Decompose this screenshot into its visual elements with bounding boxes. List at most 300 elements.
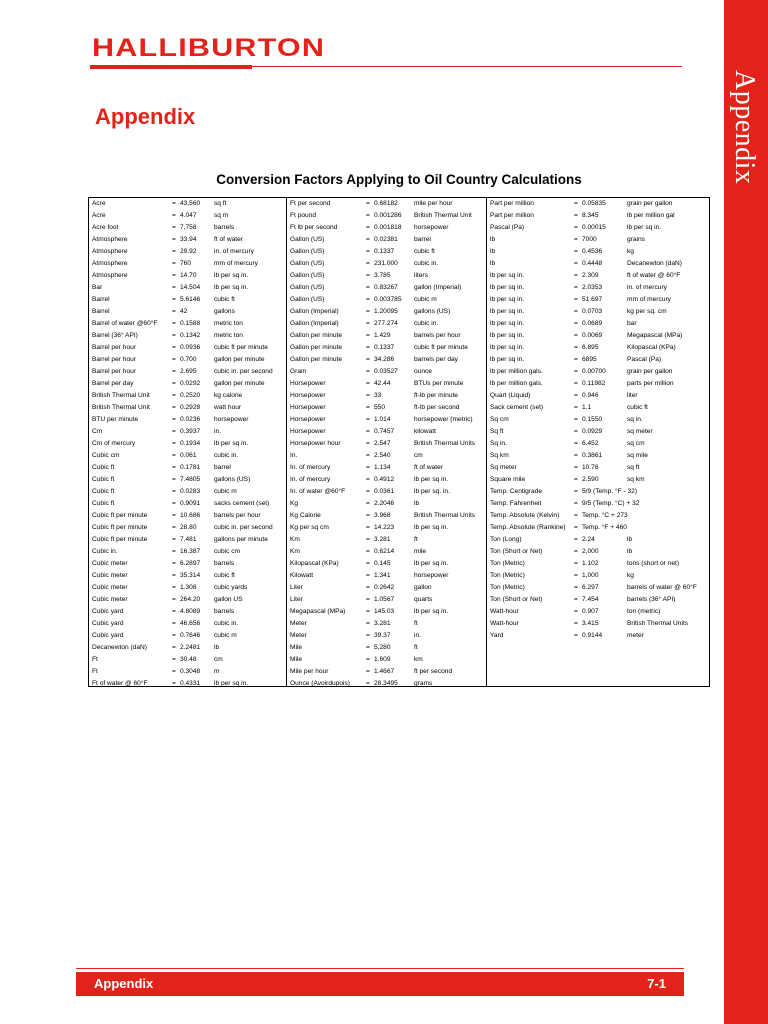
target-unit: sq in.: [627, 416, 643, 423]
table-row: [287, 282, 486, 294]
unit-name: Gallon (US): [290, 260, 325, 267]
equals-sign: =: [172, 320, 176, 327]
equals-sign: =: [366, 212, 370, 219]
unit-name: lb per sq in.: [490, 320, 525, 327]
target-unit: barrels (36° API): [627, 596, 676, 603]
equals-sign: =: [574, 620, 578, 627]
target-unit: barrels per hour: [414, 332, 461, 339]
target-unit: BTUs per minute: [414, 380, 464, 387]
factor-value: 4.8089: [180, 608, 201, 615]
table-row: [487, 234, 709, 246]
unit-name: In. of water @60°F: [290, 488, 346, 495]
factor-value: 0.0292: [180, 380, 201, 387]
factor-value: 3.415: [582, 620, 599, 627]
target-unit: lb per sq. in.: [414, 488, 450, 495]
target-unit: mile per hour: [414, 200, 453, 207]
equals-sign: =: [366, 632, 370, 639]
equals-sign: =: [574, 416, 578, 423]
factor-value: 0.907: [582, 608, 599, 615]
table-title: Conversion Factors Applying to Oil Country Calculations: [216, 172, 582, 187]
unit-name: lb per sq in.: [490, 284, 525, 291]
target-unit: cubic ft per minute: [414, 344, 468, 351]
equals-sign: =: [366, 644, 370, 651]
equals-sign: =: [172, 380, 176, 387]
target-unit: ft: [414, 620, 418, 627]
target-unit: sq km: [627, 476, 645, 483]
equals-sign: =: [172, 560, 176, 567]
equals-sign: =: [574, 596, 578, 603]
unit-name: Quart (Liquid): [490, 392, 531, 399]
factor-value: 28.80: [180, 524, 197, 531]
table-row: [287, 594, 486, 606]
table-row: [287, 318, 486, 330]
equals-sign: =: [574, 404, 578, 411]
factor-value: 277.274: [374, 320, 398, 327]
table-row: [287, 450, 486, 462]
equals-sign: =: [574, 224, 578, 231]
table-row: [287, 546, 486, 558]
halliburton-logo: HALLIBURTON: [92, 34, 326, 62]
equals-sign: =: [366, 488, 370, 495]
equals-sign: =: [172, 416, 176, 423]
target-unit: cm: [214, 656, 223, 663]
equals-sign: =: [366, 284, 370, 291]
table-row: [287, 426, 486, 438]
target-unit: barrels: [214, 560, 235, 567]
target-unit: ounce: [414, 368, 432, 375]
target-unit: horsepower: [414, 572, 449, 579]
factor-value: 3.968: [374, 512, 391, 519]
factor-value: 6.895: [582, 344, 599, 351]
target-unit: m: [214, 668, 220, 675]
equals-sign: =: [366, 248, 370, 255]
unit-name: Mile: [290, 656, 303, 663]
unit-name: Ton (Short or Net): [490, 596, 543, 603]
unit-name: Ft per second: [290, 200, 331, 207]
equals-sign: =: [366, 608, 370, 615]
unit-name: Horsepower: [290, 416, 326, 423]
table-row: [89, 546, 286, 558]
table-row: [287, 558, 486, 570]
unit-name: In. of mercury: [290, 476, 331, 483]
table-row: [89, 270, 286, 282]
table-row: [89, 510, 286, 522]
factor-value: 46,656: [180, 620, 201, 627]
equals-sign: =: [366, 296, 370, 303]
table-row: [89, 414, 286, 426]
unit-name: Kg: [290, 500, 299, 507]
target-unit: British Thermal Unit: [414, 212, 472, 219]
unit-name: Ton (Metric): [490, 572, 525, 579]
target-unit: cm: [414, 452, 423, 459]
table-row: [287, 642, 486, 654]
target-unit: cubic yards: [214, 584, 248, 591]
table-row: [89, 426, 286, 438]
unit-name: British Thermal Unit: [92, 404, 150, 411]
table-row: [487, 222, 709, 234]
unit-name: Square mile: [490, 476, 526, 483]
unit-name: Gallon (Imperial): [290, 320, 339, 327]
unit-name: Cubic cm: [92, 452, 120, 459]
factor-value: 0.3048: [180, 668, 201, 675]
equals-sign: =: [172, 596, 176, 603]
target-unit: in. of mercury: [214, 248, 254, 255]
equals-sign: =: [172, 428, 176, 435]
target-unit: lb per sq in.: [214, 680, 249, 687]
factor-value: 35.314: [180, 572, 201, 579]
equals-sign: =: [172, 524, 176, 531]
factor-value: 0.0069: [582, 332, 603, 339]
equals-sign: =: [574, 500, 578, 507]
table-row: [287, 510, 486, 522]
table-row: [89, 306, 286, 318]
factor-value: 0.6214: [374, 548, 395, 555]
factor-value: 28.3495: [374, 680, 398, 687]
equals-sign: =: [172, 440, 176, 447]
factor-value: 0.1550: [582, 416, 603, 423]
equals-sign: =: [366, 344, 370, 351]
factor-value: 0.145: [374, 560, 391, 567]
target-unit: bar: [627, 320, 637, 327]
equals-sign: =: [366, 536, 370, 543]
target-unit: liters: [414, 272, 428, 279]
unit-name: lb: [490, 236, 496, 243]
target-unit: ft of water @ 60°F: [627, 272, 681, 279]
equals-sign: =: [366, 404, 370, 411]
target-unit: cubic in.: [214, 620, 239, 627]
unit-name: lb per sq in.: [490, 296, 525, 303]
factor-value: 2.590: [582, 476, 599, 483]
factor-value: 1.4667: [374, 668, 395, 675]
target-unit: tons (short or net): [627, 560, 680, 567]
equals-sign: =: [366, 656, 370, 663]
equals-sign: =: [366, 620, 370, 627]
factor-value: 1.341: [374, 572, 391, 579]
factor-value: 0.003785: [374, 296, 402, 303]
target-unit: ft per second: [414, 668, 453, 675]
unit-name: Cubic meter: [92, 572, 128, 579]
table-row: [287, 330, 486, 342]
target-unit: ft of water: [414, 464, 443, 471]
equals-sign: =: [574, 212, 578, 219]
target-unit: barrel: [214, 464, 231, 471]
table-row: [487, 630, 709, 642]
unit-name: Barrel per hour: [92, 356, 136, 363]
unit-name: Horsepower: [290, 392, 326, 399]
factor-value: 0.2642: [374, 584, 395, 591]
unit-name: lb: [490, 248, 496, 255]
table-row: [487, 606, 709, 618]
unit-name: Bar: [92, 284, 103, 291]
unit-name: Meter: [290, 620, 307, 627]
table-row: [89, 198, 286, 210]
factor-value: 0.02381: [374, 236, 398, 243]
target-unit: lb per sq in.: [627, 224, 662, 231]
table-row: [487, 522, 709, 534]
unit-name: Cubic ft: [92, 500, 115, 507]
target-unit: lb per million gal: [627, 212, 675, 219]
table-row: [89, 330, 286, 342]
factor-value: 145.03: [374, 608, 395, 615]
factor-value: 1.20095: [374, 308, 398, 315]
target-unit: lb per sq in.: [214, 440, 249, 447]
factor-value: 43,560: [180, 200, 201, 207]
unit-name: lb per million gals.: [490, 380, 543, 387]
target-unit: parts per million: [627, 380, 674, 387]
target-unit: mm of mercury: [214, 260, 258, 267]
table-row: [487, 402, 709, 414]
table-row: [487, 558, 709, 570]
equals-sign: =: [172, 464, 176, 471]
table-row: [89, 258, 286, 270]
factor-value: 8.345: [582, 212, 599, 219]
target-unit: lb per sq in.: [414, 560, 449, 567]
equals-sign: =: [366, 416, 370, 423]
table-row: [89, 222, 286, 234]
unit-name: Cubic ft: [92, 464, 115, 471]
target-unit: sq ft: [214, 200, 227, 207]
target-unit: liter: [627, 392, 638, 399]
equals-sign: =: [366, 224, 370, 231]
table-row: [287, 534, 486, 546]
target-unit: lb per sq in.: [214, 272, 249, 279]
table-row: [487, 366, 709, 378]
equals-sign: =: [574, 548, 578, 555]
unit-name: Gallon (US): [290, 236, 325, 243]
unit-name: BTU per minute: [92, 416, 139, 423]
target-unit: horsepower: [414, 224, 449, 231]
table-row: [287, 414, 486, 426]
side-tab-label: Appendix: [729, 70, 760, 185]
factor-value: 0.7646: [180, 632, 201, 639]
table-row: [287, 582, 486, 594]
factor-value: 4.047: [180, 212, 197, 219]
table-row: [89, 318, 286, 330]
table-row: [89, 594, 286, 606]
unit-name: Barrel: [92, 296, 110, 303]
factor-value: 0.83267: [374, 284, 398, 291]
target-unit: cubic in. per second: [214, 368, 273, 375]
equals-sign: =: [366, 548, 370, 555]
table-row: [287, 390, 486, 402]
target-unit: kg calorie: [214, 392, 243, 399]
equals-sign: =: [172, 608, 176, 615]
equals-sign: =: [574, 560, 578, 567]
equals-sign: =: [366, 680, 370, 687]
unit-name: Cubic ft: [92, 476, 115, 483]
table-row: [287, 522, 486, 534]
unit-name: Gallon (US): [290, 296, 325, 303]
table-row: [89, 282, 286, 294]
table-row: [487, 330, 709, 342]
factor-value: 0.0936: [180, 344, 201, 351]
factor-value: 0.1337: [374, 248, 395, 255]
table-row: [287, 570, 486, 582]
unit-name: British Thermal Unit: [92, 392, 150, 399]
target-unit: gallons (US): [414, 308, 451, 315]
target-unit: quarts: [414, 596, 433, 603]
table-row: [287, 258, 486, 270]
factor-value: 14.223: [374, 524, 395, 531]
factor-value: 0.05835: [582, 200, 606, 207]
equals-sign: =: [366, 440, 370, 447]
footer-rule: [76, 968, 684, 969]
factor-value: 0.9091: [180, 500, 201, 507]
equals-sign: =: [366, 428, 370, 435]
table-row: [89, 534, 286, 546]
target-unit: British Thermal Units: [414, 512, 476, 519]
factor-value: 0.00700: [582, 368, 606, 375]
unit-name: lb per sq in.: [490, 308, 525, 315]
table-row: [487, 414, 709, 426]
equals-sign: =: [574, 380, 578, 387]
unit-name: Kilowatt: [290, 572, 314, 579]
unit-name: Ft lb per second: [290, 224, 338, 231]
equals-sign: =: [172, 308, 176, 315]
target-unit: gallon: [414, 584, 432, 591]
equals-sign: =: [574, 308, 578, 315]
unit-name: Mile: [290, 644, 303, 651]
unit-name: Horsepower: [290, 428, 326, 435]
table-row: [89, 486, 286, 498]
table-column-3: [486, 198, 709, 686]
unit-name: Horsepower: [290, 380, 326, 387]
equals-sign: =: [172, 200, 176, 207]
factor-value: 1.429: [374, 332, 391, 339]
factor-value: 0.0929: [582, 428, 603, 435]
target-unit: grams: [414, 680, 433, 687]
equals-sign: =: [366, 572, 370, 579]
unit-name: Ounce (Avoirdupois): [290, 680, 350, 687]
equals-sign: =: [172, 272, 176, 279]
equals-sign: =: [172, 284, 176, 291]
target-unit: lb: [627, 548, 633, 555]
unit-name: Temp. Fahrenheit: [490, 500, 542, 507]
target-unit: kg per sq. cm: [627, 308, 667, 315]
table-row: [487, 438, 709, 450]
unit-name: lb: [490, 260, 496, 267]
unit-name: Acre foot: [92, 224, 119, 231]
target-unit: ft-lb per second: [414, 404, 460, 411]
target-unit: ft: [414, 644, 418, 651]
factor-value: 0.3861: [582, 452, 603, 459]
equals-sign: =: [366, 560, 370, 567]
table-row: [89, 390, 286, 402]
factor-value: 3.281: [374, 536, 391, 543]
factor-value: 0.0703: [582, 308, 603, 315]
equals-sign: =: [366, 464, 370, 471]
target-unit: metric ton: [214, 332, 243, 339]
factor-value: 0.1588: [180, 320, 201, 327]
equals-sign: =: [574, 632, 578, 639]
table-row: [89, 366, 286, 378]
equals-sign: =: [574, 260, 578, 267]
factor-value: 29.92: [180, 248, 197, 255]
table-row: [287, 234, 486, 246]
unit-name: Ton (Metric): [490, 584, 525, 591]
factor-value: 7,758: [180, 224, 197, 231]
equals-sign: =: [574, 368, 578, 375]
factor-value: 0.1934: [180, 440, 201, 447]
unit-name: Ft of water @ 60°F: [92, 680, 148, 687]
equals-sign: =: [574, 608, 578, 615]
unit-name: Barrel per day: [92, 380, 134, 387]
page-number: 7-1: [647, 976, 666, 991]
table-row: [89, 438, 286, 450]
unit-name: Barrel (36° API): [92, 332, 138, 339]
factor-value: 51.697: [582, 296, 603, 303]
target-unit: ton (metric): [627, 608, 661, 615]
equals-sign: =: [172, 248, 176, 255]
target-unit: sq m: [214, 212, 229, 219]
unit-name: Cubic yard: [92, 632, 124, 639]
unit-name: Sq in.: [490, 440, 507, 447]
footer-section-label: Appendix: [94, 976, 154, 991]
table-row: [487, 510, 709, 522]
unit-name: Cubic yard: [92, 620, 124, 627]
factor-value: 7.481: [180, 536, 197, 543]
table-row: [89, 342, 286, 354]
equals-sign: =: [366, 200, 370, 207]
table-row: [287, 210, 486, 222]
equals-sign: =: [366, 512, 370, 519]
factor-value: 0.2520: [180, 392, 201, 399]
target-unit: cubic ft: [627, 404, 648, 411]
factor-value: 0.11982: [582, 380, 606, 387]
equals-sign: =: [366, 500, 370, 507]
factor-value: 6895: [582, 356, 597, 363]
table-row: [89, 210, 286, 222]
factor-value: 1.1: [582, 404, 592, 411]
target-unit: gallons per minute: [214, 536, 268, 543]
unit-name: Sq ft: [490, 428, 504, 435]
equals-sign: =: [574, 200, 578, 207]
unit-name: Cubic ft: [92, 488, 115, 495]
unit-name: Kg per sq cm: [290, 524, 329, 531]
table-row: [89, 498, 286, 510]
unit-name: Sq km: [490, 452, 509, 459]
target-unit: lb per sq in.: [414, 608, 449, 615]
factor-value: 39.37: [374, 632, 391, 639]
equals-sign: =: [172, 620, 176, 627]
table-row: [287, 438, 486, 450]
unit-name: Yard: [490, 632, 504, 639]
equals-sign: =: [574, 488, 578, 495]
target-unit: horsepower: [214, 416, 249, 423]
table-row: [89, 618, 286, 630]
target-unit: km: [414, 656, 423, 663]
factor-value: 0.061: [180, 452, 197, 459]
table-row: [287, 678, 486, 690]
target-unit: lb: [627, 536, 633, 543]
target-unit: sacks cement (set): [214, 500, 270, 507]
target-unit: gallons (US): [214, 476, 251, 483]
factor-value: 1,000: [582, 572, 599, 579]
target-unit: grain per gallon: [627, 368, 673, 375]
factor-value: 2.540: [374, 452, 391, 459]
target-unit: watt hour: [214, 404, 242, 411]
target-unit: in.: [214, 428, 221, 435]
unit-name: Cubic ft per minute: [92, 536, 148, 543]
unit-name: Sack cement (set): [490, 404, 544, 411]
factor-value: 0.4448: [582, 260, 603, 267]
table-column-2: [286, 198, 486, 686]
equals-sign: =: [366, 320, 370, 327]
target-unit: British Thermal Units: [414, 440, 476, 447]
target-unit: gallon per minute: [214, 380, 265, 387]
conversion-table: [88, 197, 710, 687]
target-unit: grains: [627, 236, 645, 243]
